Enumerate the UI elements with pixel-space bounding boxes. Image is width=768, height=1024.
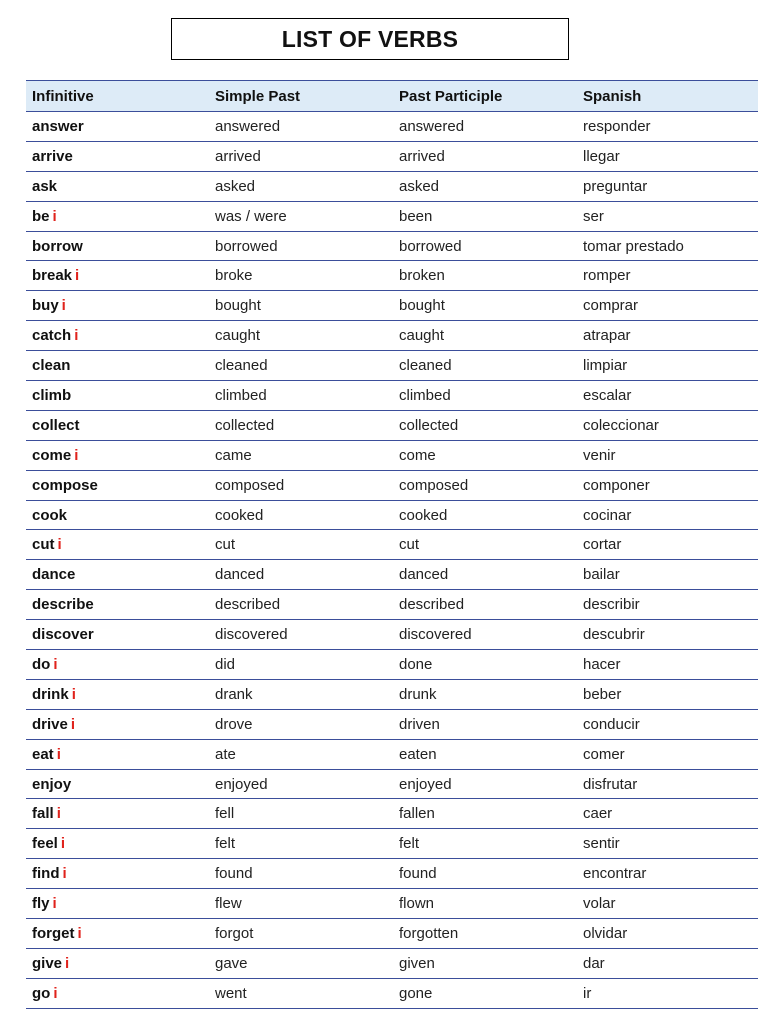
infinitive-cell xyxy=(26,141,209,171)
table-row xyxy=(26,679,758,709)
past-participle-cell: eaten xyxy=(393,739,577,769)
past-participle-cell: answered xyxy=(393,112,577,142)
infinitive-text: drink xyxy=(32,685,69,703)
title-box xyxy=(171,18,569,60)
table-row xyxy=(26,590,758,620)
spanish-cell: caer xyxy=(577,799,758,829)
table-row xyxy=(26,889,758,919)
table-row xyxy=(26,829,758,859)
spanish-cell: describir xyxy=(577,590,758,620)
table-row xyxy=(26,560,758,590)
spanish-cell: olvidar xyxy=(577,919,758,949)
simple-past-cell: came xyxy=(209,440,393,470)
table-row xyxy=(26,650,758,680)
simple-past-cell: borrowed xyxy=(209,231,393,261)
infinitive-cell xyxy=(26,829,209,859)
past-participle-cell: danced xyxy=(393,560,577,590)
irregular-marker: i xyxy=(56,745,61,763)
table-row xyxy=(26,410,758,440)
table-row xyxy=(26,620,758,650)
table-row xyxy=(26,291,758,321)
spanish-cell: venir xyxy=(577,440,758,470)
header-infinitive: Infinitive xyxy=(26,81,209,112)
table-row xyxy=(26,171,758,201)
spanish-cell: beber xyxy=(577,679,758,709)
simple-past-cell: did xyxy=(209,650,393,680)
spanish-cell: comer xyxy=(577,739,758,769)
simple-past-cell: caught xyxy=(209,321,393,351)
spanish-cell: ir xyxy=(577,978,758,1008)
table-row xyxy=(26,978,758,1008)
past-participle-cell: cleaned xyxy=(393,351,577,381)
infinitive-text: cook xyxy=(32,506,68,524)
irregular-marker: i xyxy=(70,715,76,733)
infinitive-text: collect xyxy=(32,416,80,434)
irregular-marker: i xyxy=(71,685,76,703)
past-participle-cell: done xyxy=(393,650,577,680)
infinitive-text: clean xyxy=(32,357,71,375)
table-row xyxy=(26,351,758,381)
past-participle-cell: given xyxy=(393,948,577,978)
spanish-cell: llegar xyxy=(577,141,758,171)
infinitive-cell xyxy=(26,709,209,739)
simple-past-cell: broke xyxy=(209,261,393,291)
irregular-marker: i xyxy=(65,954,70,972)
infinitive-cell xyxy=(26,978,209,1008)
simple-past-cell: answered xyxy=(209,112,393,142)
infinitive-text: climb xyxy=(32,386,72,404)
simple-past-cell: composed xyxy=(209,470,393,500)
infinitive-text: answer xyxy=(32,117,84,135)
past-participle-cell: bought xyxy=(393,291,577,321)
infinitive-text: do xyxy=(32,655,51,673)
infinitive-text: be xyxy=(32,207,50,225)
past-participle-cell: discovered xyxy=(393,620,577,650)
infinitive-cell xyxy=(26,171,209,201)
irregular-marker: i xyxy=(61,297,66,315)
irregular-marker: i xyxy=(53,655,58,673)
header-spanish: Spanish xyxy=(577,81,758,112)
infinitive-text: feel xyxy=(32,835,58,853)
infinitive-cell xyxy=(26,859,209,889)
simple-past-cell: was / were xyxy=(209,201,393,231)
infinitive-text: forget xyxy=(32,924,75,942)
past-participle-cell: enjoyed xyxy=(393,769,577,799)
past-participle-cell: fallen xyxy=(393,799,577,829)
spanish-cell: preguntar xyxy=(577,171,758,201)
past-participle-cell: caught xyxy=(393,321,577,351)
simple-past-cell: described xyxy=(209,590,393,620)
table-row xyxy=(26,739,758,769)
infinitive-text: catch xyxy=(32,327,72,345)
spanish-cell: disfrutar xyxy=(577,769,758,799)
spanish-cell: cortar xyxy=(577,530,758,560)
past-participle-cell: been xyxy=(393,201,577,231)
infinitive-text: enjoy xyxy=(32,775,72,793)
simple-past-cell: cooked xyxy=(209,500,393,530)
past-participle-cell: felt xyxy=(393,829,577,859)
simple-past-cell: fell xyxy=(209,799,393,829)
irregular-marker: i xyxy=(57,536,62,554)
infinitive-cell xyxy=(26,948,209,978)
infinitive-cell xyxy=(26,321,209,351)
infinitive-cell xyxy=(26,201,209,231)
infinitive-cell xyxy=(26,381,209,411)
infinitive-text: arrive xyxy=(32,147,73,165)
spanish-cell: escalar xyxy=(577,381,758,411)
infinitive-text: discover xyxy=(32,626,94,644)
infinitive-text: describe xyxy=(32,596,94,614)
past-participle-cell: broken xyxy=(393,261,577,291)
verb-table xyxy=(26,80,758,1009)
infinitive-text: cut xyxy=(32,536,55,554)
table-row xyxy=(26,440,758,470)
infinitive-cell xyxy=(26,470,209,500)
infinitive-cell xyxy=(26,650,209,680)
simple-past-cell: arrived xyxy=(209,141,393,171)
infinitive-text: give xyxy=(32,954,63,972)
irregular-marker: i xyxy=(74,327,79,345)
infinitive-cell xyxy=(26,530,209,560)
table-row xyxy=(26,381,758,411)
spanish-cell: conducir xyxy=(577,709,758,739)
spanish-cell: componer xyxy=(577,470,758,500)
infinitive-text: find xyxy=(32,865,60,883)
infinitive-cell xyxy=(26,739,209,769)
infinitive-cell xyxy=(26,799,209,829)
simple-past-cell: cleaned xyxy=(209,351,393,381)
spanish-cell: hacer xyxy=(577,650,758,680)
header-past-participle: Past Participle xyxy=(393,81,577,112)
past-participle-cell: described xyxy=(393,590,577,620)
infinitive-cell xyxy=(26,620,209,650)
table-row xyxy=(26,500,758,530)
past-participle-cell: gone xyxy=(393,978,577,1008)
simple-past-cell: discovered xyxy=(209,620,393,650)
spanish-cell: cocinar xyxy=(577,500,758,530)
simple-past-cell: collected xyxy=(209,410,393,440)
simple-past-cell: drove xyxy=(209,709,393,739)
simple-past-cell: drank xyxy=(209,679,393,709)
infinitive-cell xyxy=(26,261,209,291)
irregular-marker: i xyxy=(52,207,57,225)
spanish-cell: ser xyxy=(577,201,758,231)
page-title: LIST OF VERBS xyxy=(281,25,459,52)
infinitive-cell xyxy=(26,410,209,440)
spanish-cell: responder xyxy=(577,112,758,142)
irregular-marker: i xyxy=(53,984,58,1002)
past-participle-cell: cooked xyxy=(393,500,577,530)
past-participle-cell: arrived xyxy=(393,141,577,171)
table-row xyxy=(26,261,758,291)
infinitive-cell xyxy=(26,769,209,799)
infinitive-text: buy xyxy=(32,297,59,315)
past-participle-cell: cut xyxy=(393,530,577,560)
simple-past-cell: asked xyxy=(209,171,393,201)
infinitive-cell xyxy=(26,351,209,381)
spanish-cell: volar xyxy=(577,889,758,919)
simple-past-cell: climbed xyxy=(209,381,393,411)
table-row xyxy=(26,321,758,351)
table-row xyxy=(26,231,758,261)
simple-past-cell: found xyxy=(209,859,393,889)
infinitive-cell xyxy=(26,590,209,620)
infinitive-text: borrow xyxy=(32,237,83,255)
infinitive-text: come xyxy=(32,446,72,464)
spanish-cell: descubrir xyxy=(577,620,758,650)
spanish-cell: atrapar xyxy=(577,321,758,351)
spanish-cell: limpiar xyxy=(577,351,758,381)
spanish-cell: tomar prestado xyxy=(577,231,758,261)
irregular-marker: i xyxy=(62,865,67,883)
simple-past-cell: went xyxy=(209,978,393,1008)
simple-past-cell: ate xyxy=(209,739,393,769)
infinitive-text: break xyxy=(32,267,73,285)
spanish-cell: coleccionar xyxy=(577,410,758,440)
header-simple-past: Simple Past xyxy=(209,81,393,112)
irregular-marker: i xyxy=(56,805,61,823)
simple-past-cell: danced xyxy=(209,560,393,590)
simple-past-cell: forgot xyxy=(209,919,393,949)
infinitive-text: ask xyxy=(32,177,58,195)
simple-past-cell: flew xyxy=(209,889,393,919)
table-row xyxy=(26,201,758,231)
simple-past-cell: bought xyxy=(209,291,393,321)
past-participle-cell: asked xyxy=(393,171,577,201)
past-participle-cell: drunk xyxy=(393,679,577,709)
spanish-cell: dar xyxy=(577,948,758,978)
spanish-cell: encontrar xyxy=(577,859,758,889)
table-row xyxy=(26,948,758,978)
past-participle-cell: flown xyxy=(393,889,577,919)
simple-past-cell: felt xyxy=(209,829,393,859)
simple-past-cell: gave xyxy=(209,948,393,978)
table-header-row xyxy=(26,81,758,112)
irregular-marker: i xyxy=(74,446,79,464)
table-row xyxy=(26,859,758,889)
table-row xyxy=(26,919,758,949)
infinitive-cell xyxy=(26,919,209,949)
infinitive-cell xyxy=(26,231,209,261)
infinitive-text: go xyxy=(32,984,51,1002)
infinitive-text: compose xyxy=(32,476,98,494)
infinitive-text: eat xyxy=(32,745,54,763)
irregular-marker: i xyxy=(52,895,57,913)
past-participle-cell: driven xyxy=(393,709,577,739)
infinitive-cell xyxy=(26,560,209,590)
infinitive-cell xyxy=(26,291,209,321)
infinitive-cell xyxy=(26,112,209,142)
table-row xyxy=(26,112,758,142)
infinitive-cell xyxy=(26,889,209,919)
table-row xyxy=(26,769,758,799)
past-participle-cell: come xyxy=(393,440,577,470)
spanish-cell: sentir xyxy=(577,829,758,859)
table-row xyxy=(26,470,758,500)
past-participle-cell: forgotten xyxy=(393,919,577,949)
verb-table-body xyxy=(26,112,758,1009)
spanish-cell: comprar xyxy=(577,291,758,321)
past-participle-cell: climbed xyxy=(393,381,577,411)
table-row xyxy=(26,530,758,560)
simple-past-cell: cut xyxy=(209,530,393,560)
irregular-marker: i xyxy=(60,835,66,853)
irregular-marker: i xyxy=(75,267,80,285)
past-participle-cell: borrowed xyxy=(393,231,577,261)
table-row xyxy=(26,141,758,171)
irregular-marker: i xyxy=(77,924,82,942)
infinitive-cell xyxy=(26,440,209,470)
table-row xyxy=(26,799,758,829)
infinitive-cell xyxy=(26,500,209,530)
infinitive-text: fall xyxy=(32,805,54,823)
infinitive-cell xyxy=(26,679,209,709)
past-participle-cell: collected xyxy=(393,410,577,440)
spanish-cell: bailar xyxy=(577,560,758,590)
past-participle-cell: composed xyxy=(393,470,577,500)
table-row xyxy=(26,709,758,739)
infinitive-text: fly xyxy=(32,895,50,913)
spanish-cell: romper xyxy=(577,261,758,291)
simple-past-cell: enjoyed xyxy=(209,769,393,799)
past-participle-cell: found xyxy=(393,859,577,889)
infinitive-text: dance xyxy=(32,566,76,584)
infinitive-text: drive xyxy=(32,715,68,733)
